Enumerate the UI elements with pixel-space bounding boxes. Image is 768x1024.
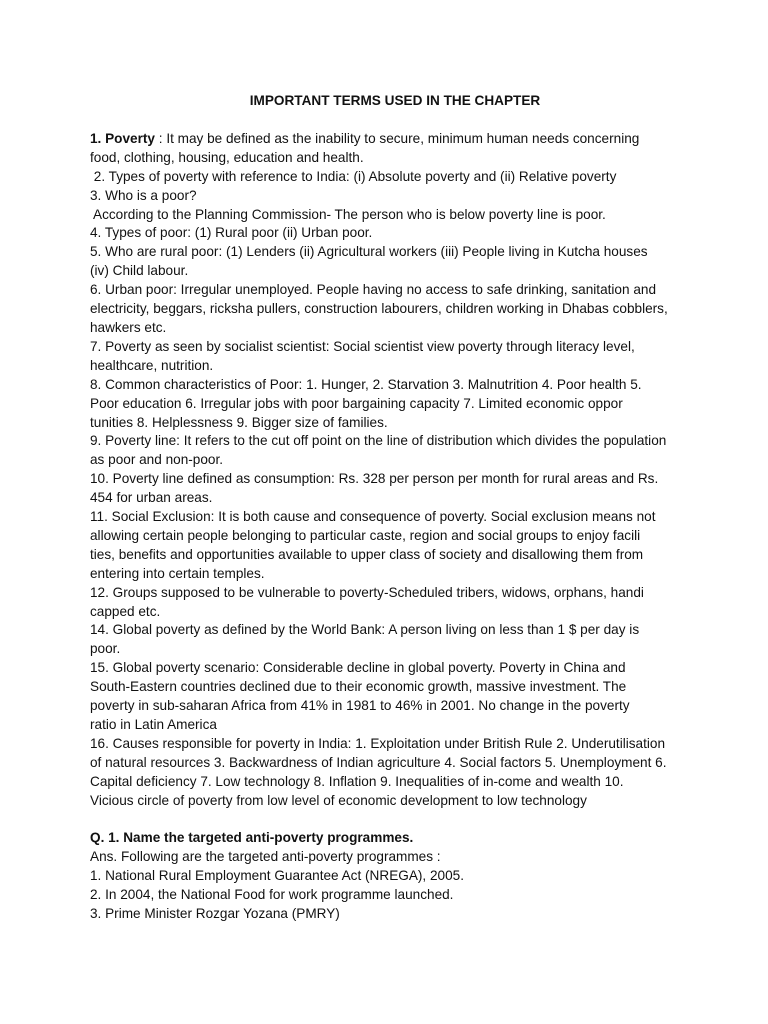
term-8-line-1: 8. Common characteristics of Poor: 1. Hunger, 2. Starvation 3. Malnutrition 4. Poor health 5. [90,376,642,392]
term-10-line-1: 10. Poverty line defined as consumption: Rs. 328 per person per month for rural areas and Rs. [90,471,659,487]
term-14-line-2: poor. [90,641,121,657]
term-14-line-1: 14. Global poverty as defined by the World Bank: A person living on less than 1 $ per day is [90,622,640,638]
term-3: 3. Who is a poor? [90,187,197,203]
term-1-label: 1. Poverty [90,130,155,146]
term-15-line-3: poverty in sub-saharan Africa from 41% in 1981 to 46% in 2001. No change in the poverty [90,698,630,714]
section-spacer [90,811,690,830]
term-15-line-1: 15. Global poverty scenario: Considerable decline in global poverty. Poverty in China and [90,660,626,676]
term-4: 4. Types of poor: (1) Rural poor (ii) Urban poor. [90,225,373,241]
term-10-line-2: 454 for urban areas. [90,490,213,506]
term-1-line-1 [90,130,690,149]
term-6-line-3: hawkers etc. [90,319,167,335]
page-title: IMPORTANT TERMS USED IN THE CHAPTER [249,93,541,108]
term-16-line-1: 16. Causes responsible for poverty in India: 1. Exploitation under British Rule 2. Underutilisation [90,735,666,751]
term-11-line-2: allowing certain people belonging to particular caste, region and social groups to enjoy facili [90,527,641,543]
term-7-line-2: healthcare, nutrition. [90,357,214,373]
term-15-line-2: South-Eastern countries declined due to their economic growth, massive investment. The [90,679,627,695]
term-1-text: : It may be defined as the inability to secure, minimum human needs concerning [154,130,640,146]
term-5-line-2: (iv) Child labour. [90,263,189,279]
answer-item-2: 2. In 2004, the National Food for work programme launched. [90,887,454,903]
term-11-line-3: ties, benefits and opportunities available to upper class of society and disallowing them from [90,546,644,562]
term-3-answer: According to the Planning Commission- The person who is below poverty line is poor. [90,206,606,222]
term-8-line-3: tunities 8. Helplessness 9. Bigger size of families. [90,414,388,430]
answer-item-3: 3. Prime Minister Rozgar Yozana (PMRY) [90,906,340,922]
term-12-line-1: 12. Groups supposed to be vulnerable to poverty-Scheduled tribers, widows, orphans, handi [90,584,644,600]
term-9-line-1: 9. Poverty line: It refers to the cut off point on the line of distribution which divides the population [90,433,667,449]
term-11-line-4: entering into certain temples. [90,565,265,581]
answer-intro: Ans. Following are the targeted anti-poverty programmes : [90,849,441,865]
term-9-line-2: as poor and non-poor. [90,452,224,468]
term-16-line-4: Vicious circle of poverty from low level of economic development to low technology [90,792,587,808]
term-12-line-2: capped etc. [90,603,161,619]
term-5-line-1: 5. Who are rural poor: (1) Lenders (ii) Agricultural workers (iii) People living in Kutcha houses [90,244,648,260]
term-8-line-2: Poor education 6. Irregular jobs with poor bargaining capacity 7. Limited economic oppor [90,395,623,411]
answer-item-1: 1. National Rural Employment Guarantee Act (NREGA), 2005. [90,868,465,884]
term-6-line-2: electricity, beggars, ricksha pullers, construction labourers, children working in Dhabas cobblers, [90,301,668,317]
document-page [90,92,690,924]
term-6-line-1: 6. Urban poor: Irregular unemployed. People having no access to safe drinking, sanitation and [90,282,656,298]
term-16-line-2: of natural resources 3. Backwardness of Indian agriculture 4. Social factors 5. Unemployment 6. [90,754,667,770]
term-2: 2. Types of poverty with reference to India: (i) Absolute poverty and (ii) Relative poverty [90,168,617,184]
term-11-line-1: 11. Social Exclusion: It is both cause and consequence of poverty. Social exclusion means not [90,509,656,525]
term-7-line-1: 7. Poverty as seen by socialist scientist: Social scientist view poverty through literacy level, [90,338,635,354]
term-15-line-4: ratio in Latin America [90,717,217,732]
term-1-line-2: food, clothing, housing, education and health. [90,149,364,165]
term-16-line-3: Capital deficiency 7. Low technology 8. Inflation 9. Inequalities of in-come and wealth 10. [90,773,624,789]
question-1-title: Q. 1. Name the targeted anti-poverty programmes. [90,830,414,846]
